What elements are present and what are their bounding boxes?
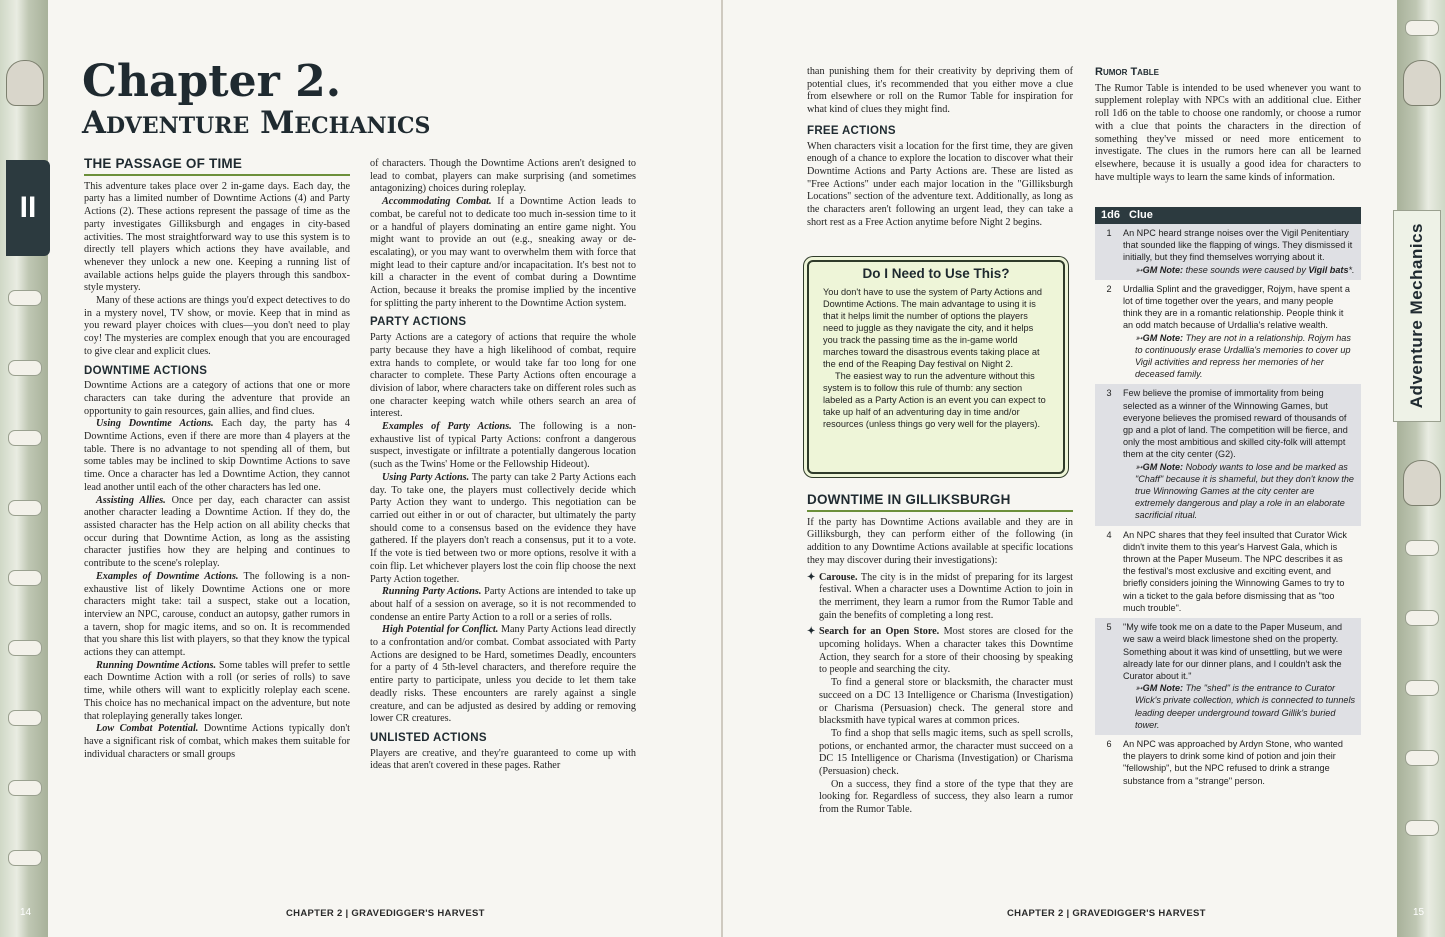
bone-segment bbox=[8, 360, 42, 376]
page-number: 14 bbox=[20, 907, 32, 918]
heading-free-actions: FREE ACTIONS bbox=[807, 124, 896, 137]
table-row: 2 Urdallia Splint and the gravedigger, Rojym, have spent a lot of time together over the years, and many people think they are in a romantic relationship. People think it an odd match because of Urdallia's relative wealth. ➳GM Note: They are not in a relationship. Rojym has to continuously erase Urdallia's memories to cover up Vigil activities and repress her memories of her deceased family. bbox=[1095, 280, 1361, 385]
page-footer: CHAPTER 2 | GRAVEDIGGER'S HARVEST bbox=[1007, 908, 1206, 919]
heading-rumor-table: Rumor Table bbox=[1095, 66, 1159, 78]
bone-segment bbox=[1405, 20, 1439, 36]
heading-passage-of-time: THE PASSAGE OF TIME bbox=[84, 158, 350, 176]
paragraph: The Rumor Table is intended to be used whenever you want to supplement roleplay with NPCs with an additional clue. Either roll 1d6 on the table to choose one randomly, or choose a rumor with a clue that points the characters in the direction of something they've missed or need more enticement to investigate. The clues in the rumors here can all be learned elsewhere, because it is usually a good idea for characters to have multiple ways to learn the same kinds of information. bbox=[1095, 82, 1361, 183]
paragraph: Low Combat Potential. Downtime Actions typically don't have a significant risk of combat, which makes them suitable for individual characters or small groups bbox=[84, 723, 350, 760]
bone-segment bbox=[1405, 610, 1439, 626]
paragraph: This adventure takes place over 2 in-game days. Each day, the party has a limited number of Downtime Actions (4) and Party Actions (2). These actions represent the passage of time as the party investigates Gilliksburgh and engages in city-based activities. The most straightforward way to use this system is to directly tell players which actions they have available, and whenever they unlock a new one. Keeping a running list of available actions helps guide the players through this sandbox-style mystery. bbox=[84, 180, 350, 294]
bullet-search-store: ✦ Search for an Open Store. Most stores are closed for the upcoming holidays. When a character takes this Downtime Action, they search for a store of their choosing by speaking to people and searching the city. To find a general store or blacksmith, the character must succeed on a DC 13 Intelligence or Charisma (Investigation) or Charisma (Persuasion) check. The general store and blacksmith have typical wares at common prices. To find a shop that sells magic items, such as spell scrolls, potions, or enchanted armor, the character must succeed on a DC 15 Intelligence or Charisma (Investigation) or Charisma (Persuasion) check. On a success, they find a store of the type that they are looking for. Regardless of success, they also learn a rumor from the Rumor Table. bbox=[807, 626, 1073, 816]
bone-border-right bbox=[1397, 0, 1445, 937]
left-column-2 bbox=[370, 158, 636, 773]
right-column-1-lower bbox=[807, 494, 1073, 817]
paragraph: High Potential for Conflict. Many Party Actions lead directly to a confrontation and/or combat. Combat associated with Party Actions are designed to be Hard, sometimes Deadly, encounters for a party of 4 5th-level characters, and therefore require the entire party to participate, unless you decide to let them take deadly risks. These encounters are rarely against a single creature, and can be adjusted as desired by adding or removing lower CR creatures. bbox=[370, 624, 636, 725]
heading-unlisted-actions: UNLISTED ACTIONS bbox=[370, 731, 487, 744]
rumor-table bbox=[1095, 207, 1361, 791]
table-row: 5 "My wife took me on a date to the Paper Museum, and we saw a weird black limestone shed on the property. Something about it was kind of unsettling, but we were already late for our dinner plans, and I couldn't ask the Curator about it." ➳GM Note: The "shed" is the entrance to Curator Wick's private collection, which is connected to tunnels leading deeper underground toward Gillik's buried tower. bbox=[1095, 618, 1361, 735]
bone-segment bbox=[1405, 540, 1439, 556]
bone-segment bbox=[8, 710, 42, 726]
skull-ornament-icon bbox=[6, 60, 44, 106]
heading-party-actions: PARTY ACTIONS bbox=[370, 316, 467, 329]
paragraph: of characters. Though the Downtime Actions aren't designed to lead to combat, players can make surprising (and sometimes antagonizing) choices during roleplay. bbox=[370, 158, 636, 195]
bone-segment bbox=[8, 500, 42, 516]
paragraph: Downtime Actions are a category of actions that one or more characters can take during the adventure that provide an opportunity to gain resources, gain allies, and find clues. bbox=[84, 380, 350, 417]
side-tab-label: Adventure Mechanics bbox=[1407, 223, 1426, 409]
chapter-name: Adventure Mechanics bbox=[82, 105, 431, 141]
sidebar-box bbox=[807, 260, 1065, 474]
paragraph: Examples of Party Actions. The following is a non-exhaustive list of typical Party Actions: confront a dangerous suspect, investigate or infiltrate a potentially dangerous location (such as the Twins' Home or the Fellowship Hideout). bbox=[370, 421, 636, 471]
chapter-number: Chapter 2. bbox=[82, 56, 342, 107]
paragraph: Players are creative, and they're guaranteed to come up with ideas that aren't covered in these pages. Rather bbox=[370, 747, 636, 772]
bone-segment bbox=[1405, 820, 1439, 836]
paragraph: Running Party Actions. Party Actions are intended to take up about half of a session on average, so it is not recommended to condense an entire Party Action to a roll or a series of rolls. bbox=[370, 586, 636, 623]
skull-ornament-icon bbox=[1403, 60, 1441, 106]
paragraph: When characters visit a location for the first time, they are given enough of a chance to explore the location to discover what their Downtime Actions and Party Actions are. These are listed as "Free Actions" under each major location in the "Gilliksburgh Locations" section of the adventure text. Additionally, as long as the characters aren't following an urgent lead, they can take a short rest as a Free Action anytime before Night 2 begins. bbox=[807, 140, 1073, 228]
heading-downtime-in-gilliksburgh: DOWNTIME IN GILLIKSBURGH bbox=[807, 494, 1073, 512]
bone-segment bbox=[8, 850, 42, 866]
chapter-tab: II bbox=[6, 160, 50, 256]
right-column-2 bbox=[1095, 66, 1361, 184]
paragraph: If the party has Downtime Actions available and they are in Gilliksburgh, they can perform either of the following (in addition to any Downtime Actions available at specific locations they may discover during their investigations): bbox=[807, 516, 1073, 566]
bone-segment bbox=[8, 780, 42, 796]
bone-segment bbox=[8, 430, 42, 446]
table-row: 1 An NPC heard strange noises over the Vigil Penitentiary that sounded like the flapping of wings. They dismissed it initially, but they find themselves worrying about it. ➳GM Note: these sounds were caused by Vigil bats*. bbox=[1095, 224, 1361, 280]
sidebar-paragraph: The easiest way to run the adventure without this system is to follow this rule of thumb: any section labeled as a Party Action is an event you can expect to take up half of an adventuring day in time and/or resources (unless things go very well for the players). bbox=[823, 371, 1046, 429]
bone-segment bbox=[8, 570, 42, 586]
paragraph: Using Downtime Actions. Each day, the party has 4 Downtime Actions, even if there are more than 4 players at the table. There is no advantage to not spending all of them, but some tables may be inclined to skip Downtime Actions to save time. Once a character has led a Downtime Action, they cannot lead another until each of the other characters has led one. bbox=[84, 418, 350, 493]
gm-note: ➳GM Note: The "shed" is the entrance to Curator Wick's private collection, which is connected to tunnels leading deeper underground toward Gillik's buried tower. bbox=[1135, 683, 1356, 730]
bone-segment bbox=[1405, 750, 1439, 766]
bullet-carouse: ✦ Carouse. The city is in the midst of preparing for its largest festival. When a character uses a Downtime Action to join in the merriment, they learn a rumor from the Rumor Table and gain the benefits of completing a long rest. bbox=[807, 571, 1073, 621]
paragraph: On a success, they find a store of the type that they are looking for. Regardless of success, they also learn a rumor from the Rumor Table. bbox=[819, 778, 1073, 816]
left-column-1 bbox=[84, 158, 350, 761]
gm-note: ➳GM Note: They are not in a relationship. Rojym has to continuously erase Urdallia's memories to cover up Vigil activities and repress her memories of her deceased family. bbox=[1135, 332, 1351, 380]
page-footer: CHAPTER 2 | GRAVEDIGGER'S HARVEST bbox=[286, 908, 485, 919]
table-row: 3 Few believe the promise of immortality from being selected as a winner of the Winnowing Games, but everyone believes the promised reward of thousands of gp and a plot of land. The competition will be fierce, and only the most ambitious and skilled city-folk will attempt them at the city center (G2). ➳GM Note: Nobody wants to lose and be marked as "Chaff" because it is shameful, but they don't know the true Winnowing Games at the city center are extremely dangerous and play a role in an elaborate sacrificial ritual. bbox=[1095, 384, 1361, 525]
bullet-icon: ✦ bbox=[807, 626, 816, 638]
paragraph: To find a shop that sells magic items, such as spell scrolls, potions, or enchanted armor, the character must succeed on a DC 15 Intelligence or Charisma (Investigation) or Charisma (Persuasion) check. bbox=[819, 727, 1073, 778]
paragraph: Party Actions are a category of actions that require the whole party because they have a high likelihood of combat, require extra hands to complete, or would take far too long for one character to complete. These Party Actions often encourage a division of labor, where characters take on different roles such as one character keeping watch while others search an area of interest. bbox=[370, 332, 636, 420]
right-column-1 bbox=[807, 66, 1073, 229]
paragraph: Examples of Downtime Actions. The following is a non-exhaustive list of likely Downtime Actions one or more characters might take: tail a suspect, stake out a location, interview an NPC, carouse, conduct an autopsy, gather rumors in a tavern, shop for magic items, and so on. It is recommended that you share this list with players, so that they know the typical actions they can attempt. bbox=[84, 570, 350, 659]
bone-segment bbox=[1405, 680, 1439, 696]
bone-segment bbox=[8, 290, 42, 306]
gm-note: ➳GM Note: Nobody wants to lose and be marked as "Chaff" because it is shameful, but they don't know the true Winnowing Games at the city center are extremely dangerous and play a role in an elaborate sacrificial ritual. bbox=[1135, 461, 1354, 521]
bone-border-left bbox=[0, 0, 48, 937]
skull-ornament-icon bbox=[1403, 460, 1441, 506]
column-header-die: 1d6 bbox=[1101, 209, 1120, 222]
paragraph: than punishing them for their creativity by depriving them of potential clues, it's recommended that you either move a clue from elsewhere or roll on the Rumor Table for inspiration for what kind of clues they might find. bbox=[807, 66, 1073, 116]
page-number: 15 bbox=[1413, 907, 1425, 918]
right-page bbox=[723, 0, 1445, 937]
sidebar-paragraph: You don't have to use the system of Party Actions and Downtime Actions. The main advantage to using it is that it helps limit the number of options the players need to juggle as they navigate the city, and it helps you track the passing time as the in-game world marches toward the disastrous events taking place at the end of the Reaping Day festival on Night 2. bbox=[823, 287, 1042, 369]
sidebar-title: Do I Need to Use This? bbox=[862, 266, 1010, 281]
table-header bbox=[1095, 207, 1361, 224]
table-row: 4 An NPC shares that they feel insulted that Curator Wick didn't invite them to this year's Harvest Gala, which is thrown at the Paper Museum. The NPC describes it as the festival's most exclusive and exciting event, and briefly considers joining the Winnowing Games to try to win a ticket to the gala before dismissing that as "too much trouble". bbox=[1106, 529, 1347, 613]
gm-note: ➳GM Note: these sounds were caused by Vigil bats*. bbox=[1135, 264, 1355, 275]
heading-downtime-actions: DOWNTIME ACTIONS bbox=[84, 364, 208, 377]
chapter-title bbox=[82, 56, 431, 141]
bullet-icon: ✦ bbox=[807, 571, 816, 583]
paragraph: Using Party Actions. The party can take 2 Party Actions each day. To take one, the players must collectively decide which Party Action they want to undergo. This negotiation can be carried out either in or out of character, but ultimately the party should come to a consensus based on the evidence they have gathered. If the players don't reach a consensus, put it to a vote. If the vote is tied between two or more options, resolve it with a coin flip. Let whichever players lost the coin flip choose the next Party Action together. bbox=[370, 471, 637, 585]
column-header-clue: Clue bbox=[1129, 209, 1153, 222]
paragraph: Assisting Allies. Once per day, each character can assist another character leading a Downtime Action. If they do, the assisted character has the Help action on all ability checks that occur during that Downtime Action, as long as the assisting character justifies how they are helping and continues to contribute to the scene's roleplay. bbox=[84, 494, 350, 570]
side-tab bbox=[1393, 210, 1441, 422]
paragraph: To find a general store or blacksmith, the character must succeed on a DC 13 Intelligence or Charisma (Investigation) or Charisma (Persuasion) check. The general store and blacksmith have typical wares at common prices. bbox=[819, 677, 1073, 727]
left-page bbox=[0, 0, 721, 937]
bone-segment bbox=[8, 640, 42, 656]
table-row: 6 An NPC was approached by Ardyn Stone, who wanted the players to drink some kind of potion and join their "fellowship", but the NPC refused to drink a strange substance from a "strange" person. bbox=[1106, 738, 1343, 786]
paragraph: Many of these actions are things you'd expect detectives to do in a mystery novel, TV show, or movie. Keep that in mind as you reward player choices with clues—you don't need to play coy! The mysteries are complex enough that you are encouraged to give clear and explicit clues. bbox=[84, 295, 350, 357]
paragraph: Accommodating Combat. If a Downtime Action leads to combat, be careful not to dedicate too much in-session time to it or a handful of players dominating an entire game night. You might want to provide an out (e.g., sneaking away or de-escalating), or you may want to overwhelm them with force that might lead to their capture and/or incapacitation. It's best not to kill a character in the event of combat during a Downtime Action, because it breaks the promise implied by the incentive for splitting the party inherent to the Downtime Action system. bbox=[370, 196, 636, 309]
paragraph: Running Downtime Actions. Some tables will prefer to settle each Downtime Action with a roll (or series of rolls) to save time, while others will want to explicitly roleplay each scene. This choice has no mechanical impact on the adventure, but note that roleplaying generally takes longer. bbox=[84, 659, 350, 722]
